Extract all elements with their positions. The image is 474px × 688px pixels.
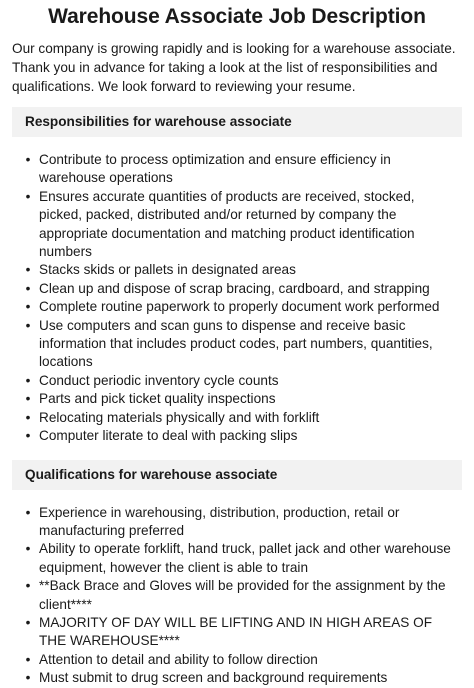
list-item-text: Ensures accurate quantities of products are received, stocked, picked, packed, distributed and/or returned by company the appropriate documentation and matching product identification numbers bbox=[39, 188, 415, 260]
bullet-icon: • bbox=[25, 428, 31, 444]
list-item bbox=[12, 614, 462, 651]
bullet-icon: • bbox=[25, 188, 31, 204]
list-item bbox=[12, 409, 462, 427]
bullet-icon: • bbox=[25, 614, 31, 630]
bullet-icon: • bbox=[25, 578, 31, 594]
qualifications-heading: Qualifications for warehouse associate bbox=[12, 460, 462, 490]
list-item-text: MAJORITY OF DAY WILL BE LIFTING AND IN HIGH AREAS OF THE WAREHOUSE**** bbox=[39, 614, 433, 649]
list-item-text: Parts and pick ticket quality inspections bbox=[39, 391, 276, 407]
list-item-text: Contribute to process optimization and ensure efficiency in warehouse operations bbox=[39, 152, 391, 186]
list-item-text: Attention to detail and ability to follow direction bbox=[39, 651, 318, 667]
list-item-text: Clean up and dispose of scrap bracing, cardboard, and strapping bbox=[39, 280, 430, 296]
bullet-icon: • bbox=[25, 280, 31, 296]
bullet-icon: • bbox=[25, 299, 31, 315]
list-item bbox=[12, 188, 462, 262]
list-item bbox=[12, 280, 462, 298]
bullet-icon: • bbox=[25, 317, 31, 333]
bullet-icon: • bbox=[25, 391, 31, 407]
list-item bbox=[12, 390, 462, 408]
list-item bbox=[12, 151, 462, 188]
list-item-text: Relocating materials physically and with forklift bbox=[39, 409, 320, 425]
list-item bbox=[12, 651, 462, 669]
bullet-icon: • bbox=[25, 670, 31, 686]
bullet-icon: • bbox=[25, 541, 31, 557]
bullet-icon: • bbox=[25, 651, 31, 667]
list-item bbox=[12, 427, 462, 445]
bullet-icon: • bbox=[25, 504, 31, 520]
bullet-icon: • bbox=[25, 262, 31, 278]
list-item bbox=[12, 577, 462, 614]
list-item bbox=[12, 298, 462, 316]
page-title: Warehouse Associate Job Description bbox=[48, 5, 426, 28]
bullet-icon: • bbox=[25, 152, 31, 167]
intro-paragraph: Our company is growing rapidly and is looking for a warehouse associate. Thank you in advance for taking a look at the list of responsibilities and qualifications. We look forward to reviewing your resume. bbox=[12, 41, 456, 94]
list-item-text: Stacks skids or pallets in designated areas bbox=[39, 262, 296, 278]
list-item-text: Ability to operate forklift, hand truck, pallet jack and other warehouse equipment, however the client is able to train bbox=[39, 541, 451, 575]
list-item-text: Use computers and scan guns to dispense and receive basic information that includes product codes, part numbers, quantities, locations bbox=[39, 317, 433, 370]
list-item-text: **Back Brace and Gloves will be provided for the assignment by the client**** bbox=[39, 578, 446, 612]
list-item bbox=[12, 504, 462, 541]
list-item bbox=[12, 372, 462, 390]
bullet-icon: • bbox=[25, 372, 31, 388]
list-item bbox=[12, 669, 462, 687]
qualifications-list bbox=[12, 504, 462, 688]
responsibilities-list bbox=[12, 151, 462, 446]
list-item-text: Conduct periodic inventory cycle counts bbox=[39, 372, 279, 388]
bullet-icon: • bbox=[25, 409, 31, 425]
list-item-text: Must submit to drug screen and background requirements bbox=[39, 670, 388, 686]
list-item bbox=[12, 540, 462, 577]
list-item bbox=[12, 261, 462, 279]
list-item bbox=[12, 317, 462, 372]
list-item-text: Computer literate to deal with packing slips bbox=[39, 428, 298, 444]
list-item-text: Complete routine paperwork to properly document work performed bbox=[39, 299, 440, 315]
responsibilities-heading: Responsibilities for warehouse associate bbox=[12, 107, 462, 137]
list-item-text: Experience in warehousing, distribution, production, retail or manufacturing preferred bbox=[39, 504, 400, 538]
